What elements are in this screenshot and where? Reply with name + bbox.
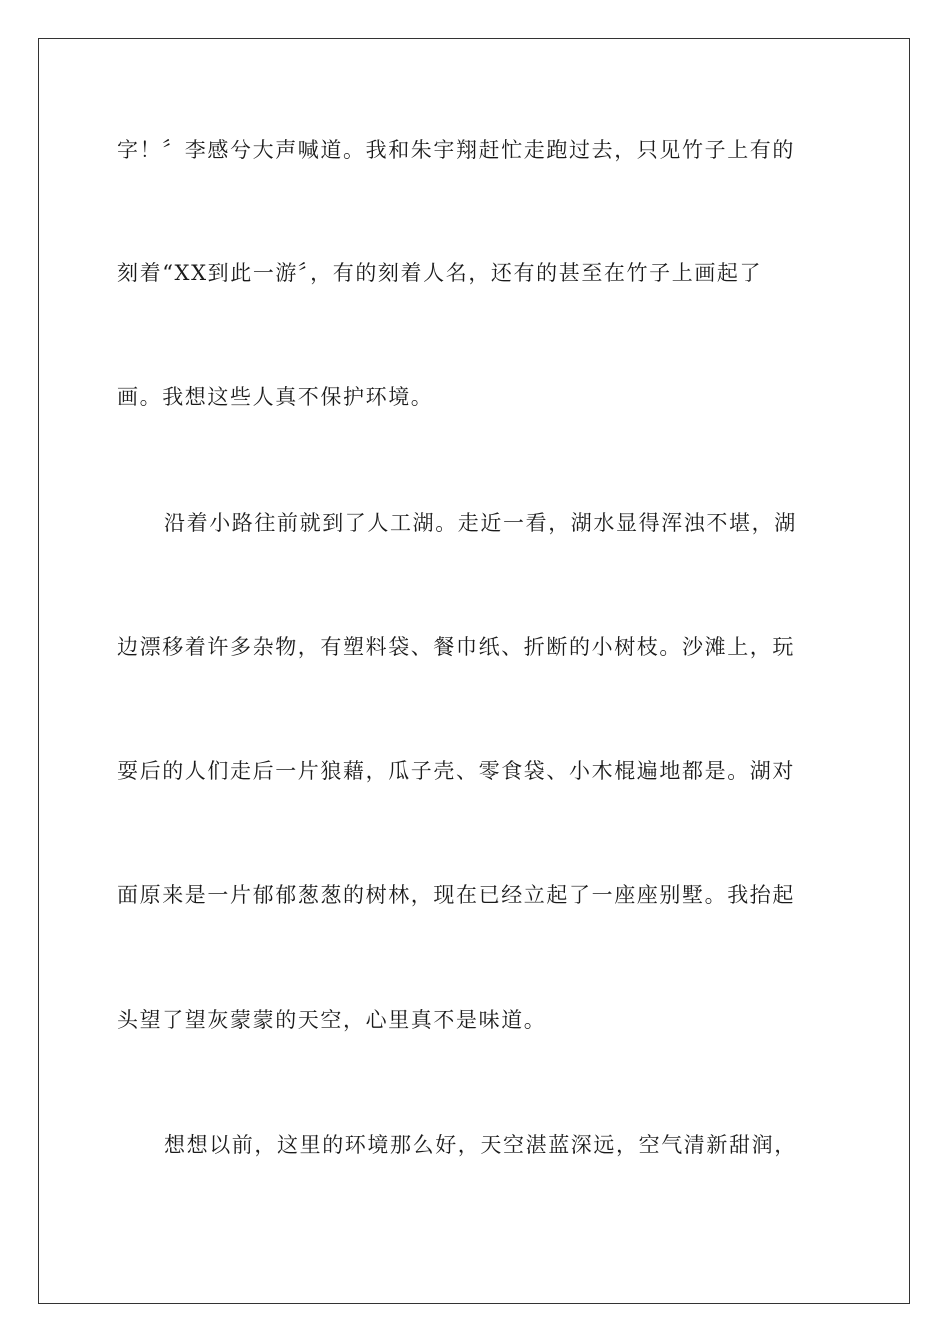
text-line-3: 画。我想这些人真不保护环境。: [117, 385, 434, 409]
text-line-4: 沿着小路往前就到了人工湖。走近一看，湖水显得浑浊不堪，湖: [164, 511, 797, 535]
text-line-7: 面原来是一片郁郁葱葱的树林，现在已经立起了一座座别墅。我抬起: [117, 883, 795, 907]
text-line-9: 想想以前，这里的环境那么好，天空湛蓝深远，空气清新甜润，: [164, 1133, 797, 1157]
text-line-2: 刻着“XX到此一游〞，有的刻着人名，还有的甚至在竹子上画起了: [117, 261, 763, 285]
page-border: [38, 38, 910, 1304]
text-line-8: 头望了望灰蒙蒙的天空，心里真不是味道。: [117, 1008, 547, 1032]
text-line-1: 字！〞李感兮大声喊道。我和朱宇翔赶忙走跑过去，只见竹子上有的: [117, 138, 795, 162]
text-line-5: 边漂移着许多杂物，有塑料袋、餐巾纸、折断的小树枝。沙滩上，玩: [117, 635, 795, 659]
text-line-6: 耍后的人们走后一片狼藉，瓜子壳、零食袋、小木棍遍地都是。湖对: [117, 759, 795, 783]
